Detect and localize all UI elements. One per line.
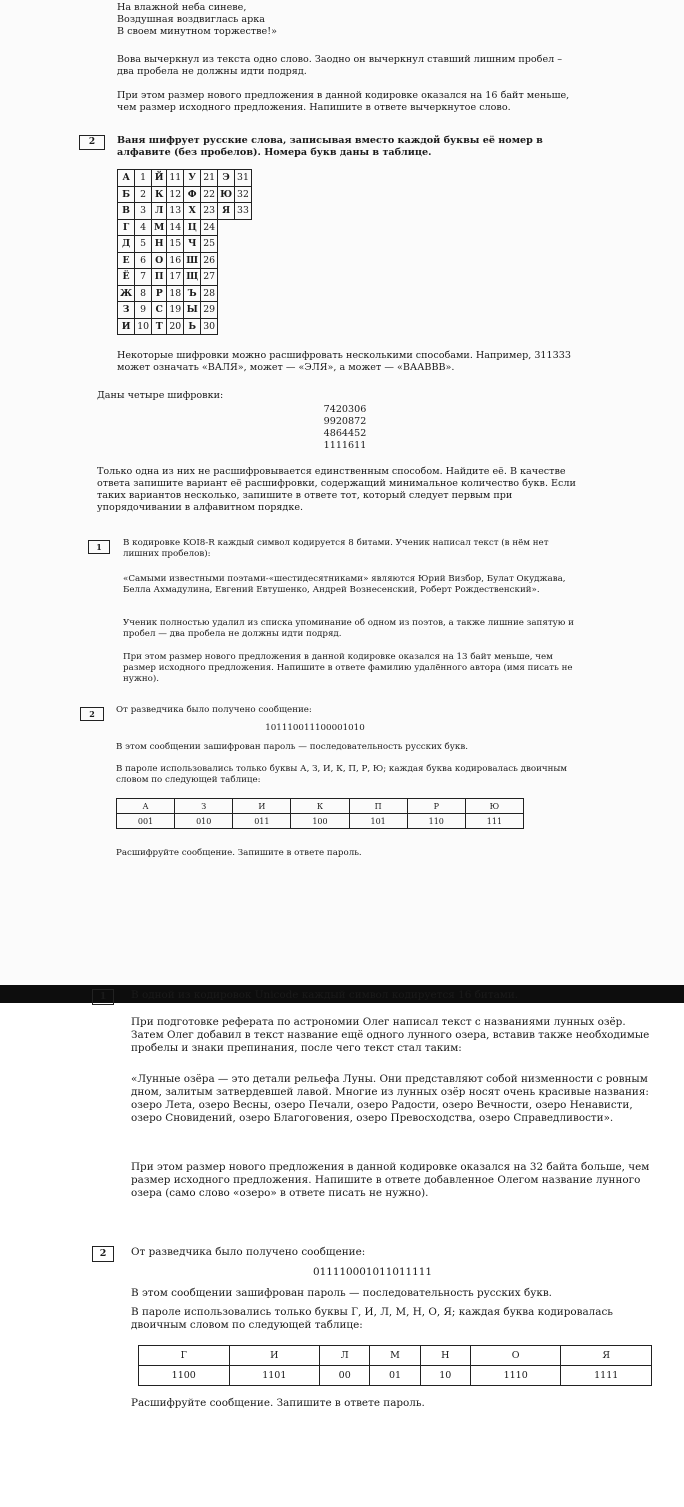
poem-quote	[117, 2, 517, 38]
code-letter: М	[370, 1346, 420, 1366]
alphabet-row	[118, 302, 252, 319]
task-scout-final: Расшифруйте сообщение. Запишите в ответе пароль.	[116, 848, 362, 858]
alphabet-number: 32	[235, 186, 252, 203]
alphabet-letter: С	[152, 302, 167, 319]
poem-line: В своем минутном торжестве!»	[117, 26, 277, 37]
binary-code-table	[138, 1345, 652, 1386]
alphabet-letter: Я	[218, 203, 235, 220]
alphabet-letter: Щ	[184, 269, 201, 286]
task-koi8-paragraph: Ученик полностью удалил из списка упоминание об одном из поэтов, а также лишние запятую и пробел — два пробела не должны идти подряд.	[123, 618, 574, 639]
code-item: 4864452	[323, 428, 367, 439]
alphabet-letter: У	[184, 170, 201, 187]
code-value: 110	[407, 814, 465, 829]
code-list	[300, 404, 390, 452]
alphabet-number: 11	[167, 170, 184, 187]
alphabet-number: 8	[135, 285, 152, 302]
alphabet-letter: Т	[152, 318, 167, 335]
alphabet-letter: Ч	[184, 236, 201, 253]
alphabet-number: 24	[201, 219, 218, 236]
alphabet-number: 19	[167, 302, 184, 319]
code-value: 01	[370, 1366, 420, 1386]
alphabet-letter: Р	[152, 285, 167, 302]
task-unicode-intro: В одной из кодировок Unicode каждый символ кодируется 16 битами.	[131, 989, 519, 1001]
alphabet-number: 27	[201, 269, 218, 286]
worksheet-page-2	[0, 989, 684, 1507]
code-value: 010	[175, 814, 233, 829]
paragraph-only-one: Только одна из них не расшифровывается единственным способом. Найдите её. В качестве ответа запишите вариант её расшифровки, содержащий минимальное количество букв. Если таких вариантов несколько, запишите в ответе тот, который следует первым при упорядочивании в алфавитном порядке.	[97, 466, 576, 513]
alphabet-letter: Д	[118, 236, 135, 253]
code-value: 111	[465, 814, 523, 829]
alphabet-letter: Ж	[118, 285, 135, 302]
alphabet-letter: Б	[118, 186, 135, 203]
alphabet-letter: Н	[152, 236, 167, 253]
alphabet-letter: Е	[118, 252, 135, 269]
task-unicode-paragraph: При этом размер нового предложения в данной кодировке оказался на 32 байта больше, чем размер исходного предложения. Напишите в ответе добавленное Олегом название лунного озера (само слово «озеро» в ответе писать не нужно).	[131, 1161, 650, 1199]
alphabet-number: 20	[167, 318, 184, 335]
alphabet-table	[117, 169, 252, 335]
code-value: 10	[420, 1366, 470, 1386]
alphabet-number: 30	[201, 318, 218, 335]
alphabet-letter: Ю	[218, 186, 235, 203]
code-value: 100	[291, 814, 349, 829]
task-number-badge: 2	[80, 707, 104, 721]
alphabet-number: 31	[235, 170, 252, 187]
paragraph-four-codes: Даны четыре шифровки:	[97, 390, 224, 401]
code-value: 101	[349, 814, 407, 829]
poem-line: Воздушная воздвиглась арка	[117, 14, 265, 25]
alphabet-letter: Ё	[118, 269, 135, 286]
code-letter: Я	[561, 1346, 652, 1366]
code-letter: К	[291, 799, 349, 814]
alphabet-letter: Л	[152, 203, 167, 220]
alphabet-number: 9	[135, 302, 152, 319]
alphabet-number: 4	[135, 219, 152, 236]
task-number-badge: 1	[92, 989, 114, 1005]
task-koi8-paragraph: При этом размер нового предложения в данной кодировке оказался на 13 байт меньше, чем размер исходного предложения. Напишите в ответе фамилию удалённого автора (имя писать не нужно).	[123, 652, 573, 684]
task-number-badge: 1	[88, 540, 110, 554]
alphabet-letter: Ш	[184, 252, 201, 269]
alphabet-letter: К	[152, 186, 167, 203]
alphabet-number: 26	[201, 252, 218, 269]
code-letter: И	[229, 1346, 320, 1366]
alphabet-row	[118, 236, 252, 253]
alphabet-letter: Г	[118, 219, 135, 236]
code-letter: А	[117, 799, 175, 814]
alphabet-number: 18	[167, 285, 184, 302]
task-unicode-paragraph: При подготовке реферата по астрономии Олег написал текст с названиями лунных озёр. Затем Олег добавил в текст название ещё одного лунного озера, вставив также необходимые пробелы и знаки препинания, после чего текст стал таким:	[131, 1016, 650, 1054]
alphabet-number: 1	[135, 170, 152, 187]
poem-line: На влажной неба синеве,	[117, 2, 247, 13]
task-unicode-quote: «Лунные озёра — это детали рельефа Луны. Они представляют собой низменности с ровным дном, залитым затвердевшей лавой. Многие из лунных озёр носят очень красивые названия: озеро Лета, озеро Весны, озеро Печали, озеро Радости, озеро Вечности, озеро Ненависти, озеро Сновидений, озеро Благоговения, озеро Превосходства, озеро Справедливости».	[131, 1073, 649, 1124]
code-letter: Р	[407, 799, 465, 814]
alphabet-number: 28	[201, 285, 218, 302]
code-letter: Н	[420, 1346, 470, 1366]
paragraph-multiple-decodings: Некоторые шифровки можно расшифровать несколькими способами. Например, 311333 может означать «ВАЛЯ», может — «ЭЛЯ», а может — «ВААВВВ».	[117, 350, 571, 373]
code-letter: Г	[139, 1346, 230, 1366]
alphabet-number: 5	[135, 236, 152, 253]
task-koi8-quote: «Самыми известными поэтами-«шестидесятниками» являются Юрий Визбор, Булат Окуджава, Белла Ахмадулина, Евгений Евтушенко, Андрей Вознесенский, Роберт Рождественский».	[123, 574, 566, 595]
alphabet-letter: В	[118, 203, 135, 220]
alphabet-row	[118, 318, 252, 335]
alphabet-row	[118, 219, 252, 236]
alphabet-letter: Х	[184, 203, 201, 220]
task-scout-paragraph: В этом сообщении зашифрован пароль — последовательность русских букв.	[131, 1287, 552, 1299]
alphabet-row	[118, 186, 252, 203]
alphabet-number: 16	[167, 252, 184, 269]
alphabet-number: 23	[201, 203, 218, 220]
task-scout-paragraph: В этом сообщении зашифрован пароль — последовательность русских букв.	[116, 742, 468, 752]
alphabet-number: 12	[167, 186, 184, 203]
task-scout-paragraph: В пароле использовались только буквы А, З, И, К, П, Р, Ю; каждая буква кодировалась двоичным словом по следующей таблице:	[116, 764, 568, 785]
alphabet-row	[118, 269, 252, 286]
alphabet-number: 3	[135, 203, 152, 220]
alphabet-letter: И	[118, 318, 135, 335]
code-value: 1100	[139, 1366, 230, 1386]
alphabet-row	[118, 203, 252, 220]
alphabet-number: 21	[201, 170, 218, 187]
alphabet-number: 22	[201, 186, 218, 203]
code-item: 1111611	[323, 440, 367, 451]
alphabet-number: 17	[167, 269, 184, 286]
alphabet-number: 33	[235, 203, 252, 220]
task-scout-intro: От разведчика было получено сообщение:	[116, 705, 312, 715]
alphabet-number: 13	[167, 203, 184, 220]
alphabet-number: 10	[135, 318, 152, 335]
code-letter: Л	[320, 1346, 370, 1366]
code-item: 7420306	[323, 404, 367, 415]
code-value: 1101	[229, 1366, 320, 1386]
alphabet-letter: Э	[218, 170, 235, 187]
task-koi8-intro: В кодировке KOI8-R каждый символ кодируется 8 битами. Ученик написал текст (в нём нет лишних пробелов):	[123, 538, 549, 559]
alphabet-row	[118, 285, 252, 302]
code-value: 00	[320, 1366, 370, 1386]
alphabet-number: 25	[201, 236, 218, 253]
code-item: 9920872	[323, 416, 367, 427]
code-letter: З	[175, 799, 233, 814]
alphabet-letter: Ф	[184, 186, 201, 203]
alphabet-letter: Ы	[184, 302, 201, 319]
task-number-badge: 2	[79, 135, 105, 150]
alphabet-number: 7	[135, 269, 152, 286]
code-value: 011	[233, 814, 291, 829]
alphabet-letter: Ъ	[184, 285, 201, 302]
code-value: 1110	[470, 1366, 561, 1386]
task-scout-paragraph: В пароле использовались только буквы Г, И, Л, М, Н, О, Я; каждая буква кодировалась двоичным словом по следующей таблице:	[131, 1306, 613, 1331]
code-value: 1111	[561, 1366, 652, 1386]
scout-message: 101110011100001010	[265, 723, 365, 733]
code-letter: О	[470, 1346, 561, 1366]
alphabet-number: 2	[135, 186, 152, 203]
alphabet-letter: О	[152, 252, 167, 269]
scout-message: 011110001011011111	[313, 1266, 432, 1278]
code-letter: П	[349, 799, 407, 814]
code-letter: И	[233, 799, 291, 814]
alphabet-number: 29	[201, 302, 218, 319]
alphabet-letter: З	[118, 302, 135, 319]
alphabet-number: 6	[135, 252, 152, 269]
alphabet-letter: Й	[152, 170, 167, 187]
alphabet-number: 15	[167, 236, 184, 253]
alphabet-row	[118, 170, 252, 187]
alphabet-number: 14	[167, 219, 184, 236]
code-letter: Ю	[465, 799, 523, 814]
task-scout-final: Расшифруйте сообщение. Запишите в ответе пароль.	[131, 1397, 425, 1409]
alphabet-letter: П	[152, 269, 167, 286]
task-2-text: Ваня шифрует русские слова, записывая вместо каждой буквы её номер в алфавите (без пробелов). Номера букв даны в таблице.	[117, 135, 543, 158]
alphabet-letter: Ь	[184, 318, 201, 335]
alphabet-letter: А	[118, 170, 135, 187]
task-scout-intro: От разведчика было получено сообщение:	[131, 1246, 366, 1258]
binary-code-table	[116, 798, 524, 829]
code-value: 001	[117, 814, 175, 829]
task-number-badge: 2	[92, 1246, 114, 1262]
alphabet-letter: М	[152, 219, 167, 236]
paragraph-size-16: При этом размер нового предложения в данной кодировке оказался на 16 байт меньше, чем размер исходного предложения. Напишите в ответе вычеркнутое слово.	[117, 90, 570, 113]
alphabet-row	[118, 252, 252, 269]
paragraph-vova: Вова вычеркнул из текста одно слово. Заодно он вычеркнул ставший лишним пробел – два пробела не должны идти подряд.	[117, 54, 563, 77]
alphabet-letter: Ц	[184, 219, 201, 236]
